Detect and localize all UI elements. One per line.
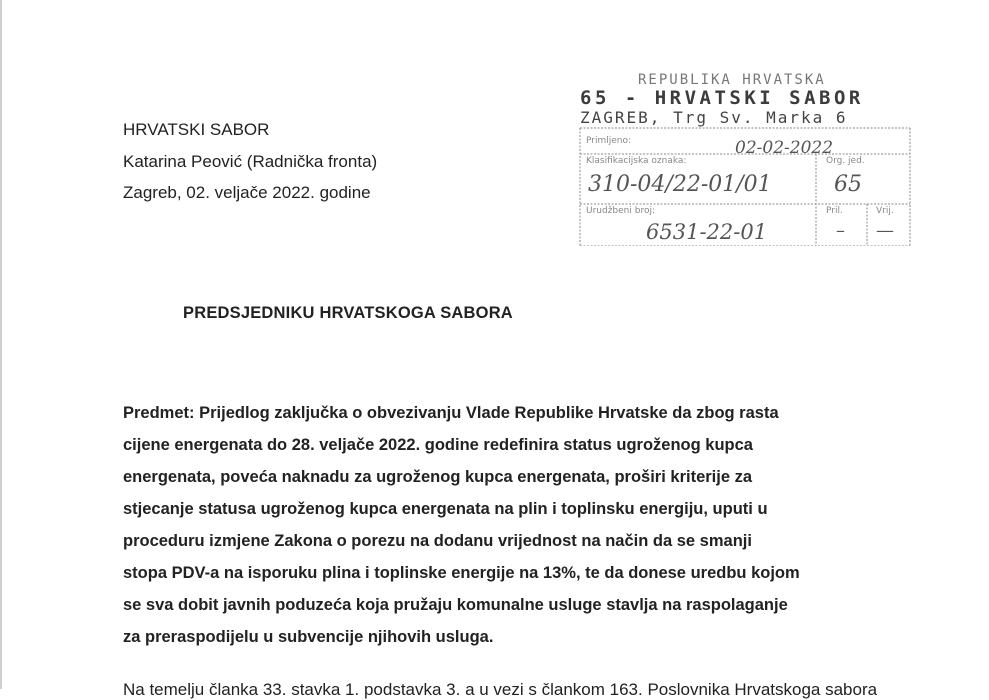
sender-place-date: Zagreb, 02. veljače 2022. godine	[123, 183, 371, 202]
stamp-received-label: Primljeno:	[586, 136, 632, 146]
recipient-heading: PREDSJEDNIKU HRVATSKOGA SABORA	[183, 304, 513, 322]
registry-stamp	[578, 68, 914, 250]
stamp-value-value: —	[876, 220, 894, 241]
page-left-border	[0, 0, 2, 689]
stamp-received-date: 02-02-2022	[735, 138, 834, 158]
stamp-org-unit-label: Org. jed.	[826, 156, 865, 166]
subject-line: se sva dobit javnih poduzeća koja pružaju komunalne usluge stavlja na raspolaganje	[123, 596, 788, 614]
stamp-class-value: 310-04/22-01/01	[588, 172, 772, 197]
stamp-republic: REPUBLIKA HRVATSKA	[638, 72, 826, 88]
stamp-class-label: Klasifikacijska oznaka:	[586, 156, 687, 166]
stamp-reg-value: 6531-22-01	[646, 220, 768, 244]
subject-paragraph	[123, 397, 893, 653]
stamp-value-label: Vrij.	[876, 206, 894, 216]
stamp-address: ZAGREB, Trg Sv. Marka 6	[580, 108, 848, 127]
subject-line: za preraspodijelu u subvencije njihovih usluga.	[123, 628, 494, 646]
subject-line: Predmet: Prijedlog zaključka o obvezivanju Vlade Republike Hrvatske da zbog rasta	[123, 404, 779, 422]
subject-line: cijene energenata do 28. veljače 2022. godine redefinira status ugroženog kupca	[123, 436, 753, 454]
stamp-reg-label: Urudžbeni broj:	[586, 206, 655, 216]
stamp-table	[578, 126, 912, 246]
subject-line: stopa PDV-a na isporuku plina i toplinske energije na 13%, te da donese uredbu kojom	[123, 564, 800, 582]
stamp-org-unit-value: 65	[834, 172, 862, 197]
sender-author: Katarina Peović (Radnička fronta)	[123, 151, 378, 171]
subject-line: proceduru izmjene Zakona o porezu na dodanu vrijednost na način da se smanji	[123, 532, 752, 550]
stamp-code-name: 65 - HRVATSKI SABOR	[580, 87, 864, 109]
body-first-line-cutoff: Na temelju članka 33. stavka 1. podstavka 3. a u vezi s člankom 163. Poslovnika Hrvatskoga sabora	[123, 680, 878, 699]
sender-institution: HRVATSKI SABOR	[123, 120, 270, 139]
subject-line: stjecanje statusa ugroženog kupca energenata na plin i toplinsku energiju, uputi u	[123, 500, 768, 518]
subject-line: energenata, poveća naknadu za ugroženog kupca energenata, proširi kriterije za	[123, 468, 753, 486]
stamp-attach-label: Pril.	[826, 206, 843, 216]
stamp-attach-value: –	[836, 220, 845, 241]
sender-block	[123, 114, 377, 209]
